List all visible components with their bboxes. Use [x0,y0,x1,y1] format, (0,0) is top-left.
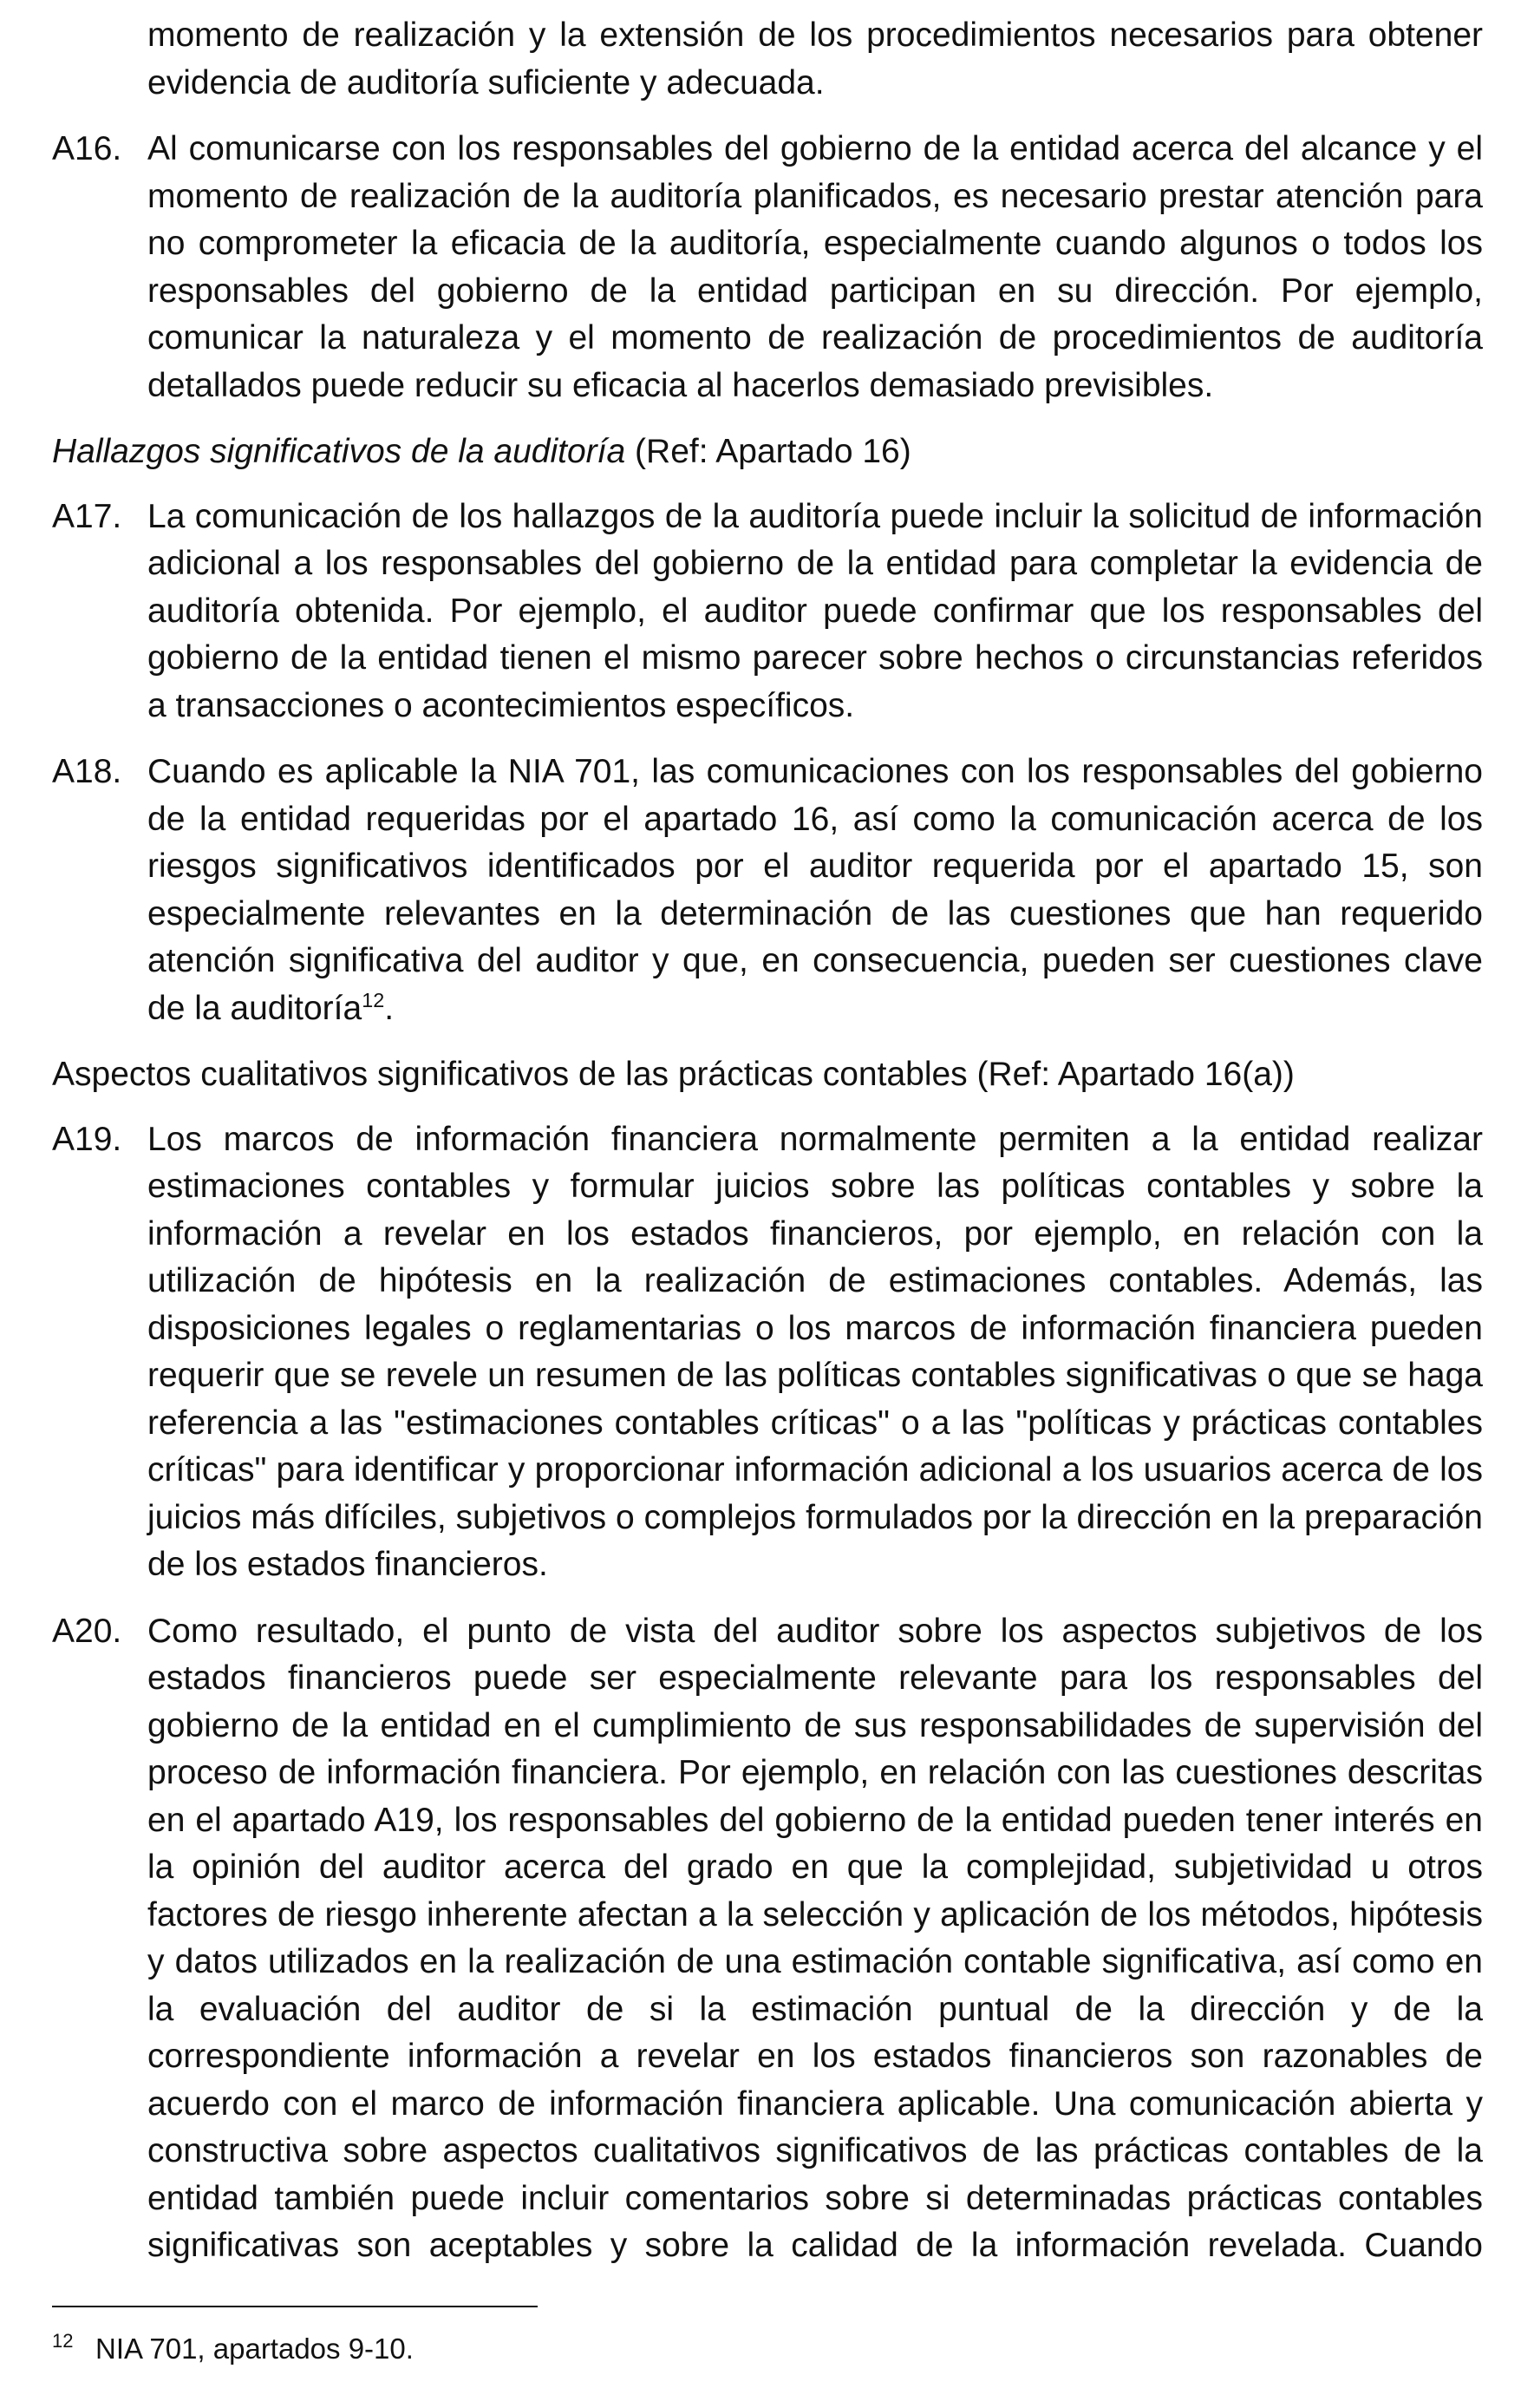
document-page [52,12,1483,2289]
paragraph-number: A18. [52,753,122,790]
section-heading-aspectos: Aspectos cualitativos significativos de las prácticas contables (Ref: Apartado 16(a)) [52,1056,1295,1093]
paragraph-a16 [52,126,1483,409]
paragraph-number: A20. [52,1612,122,1650]
paragraph-a20 [52,1608,1483,2270]
paragraph-tail: . [384,989,395,1027]
paragraph-text [147,749,1483,1032]
footnote-text: NIA 701, apartados 9-10. [95,2333,414,2365]
paragraph-text: Al comunicarse con los responsables del gobierno de la entidad acerca del alcance y el momento de realización de la auditoría planificados, es necesario prestar atención para no comprometer la eficacia de la auditoría, especialmente cuando algunos o todos los responsables del gobierno de la entidad participan en su dirección. Por ejemplo, comunicar la naturaleza y el momento de realización de procedimientos de auditoría detallados puede reducir su eficacia al hacerlos demasiado previsibles. [147,130,1483,404]
section-heading-hallazgos [52,429,1483,476]
footnote-mark: 12 [52,2330,74,2352]
paragraph-number: A16. [52,130,122,167]
paragraph-body: Cuando es aplicable la NIA 701, las comunicaciones con los responsables del gobierno de la entidad requeridas por el apartado 16, así como la comunicación acerca de los riesgos significativos identificados por el auditor requerida por el apartado 15, son especialmente relevantes en la determinación de las cuestiones que han requerido atención significativa del auditor y que, en consecuencia, pueden ser cuestiones clave de la auditoría [147,753,1483,1027]
paragraph-a18 [52,749,1483,1032]
paragraph-number: A19. [52,1120,122,1158]
paragraph-text: Los marcos de información financiera normalmente permiten a la entidad realizar estimaciones contables y formular juicios sobre las políticas contables y sobre la información a revelar en los estados financieros, por ejemplo, en relación con la utilización de hipótesis en la realización de estimaciones contables. Además, las disposiciones legales o reglamentarias o los marcos de información financiera pueden requerir que se revele un resumen de las políticas contables significativas o que se haga referencia a las "estimaciones contables críticas" o a las "políticas y prácticas contables críticas" para identificar y proporcionar información adicional a los usuarios acerca de los juicios más difíciles, subjetivos o complejos formulados por la dirección en la preparación de los estados financieros. [147,1120,1483,1583]
heading-italic-text: Hallazgos significativos de la auditoría [52,433,626,470]
paragraph-a17 [52,494,1483,730]
heading-ref-text: (Ref: Apartado 16) [625,433,911,470]
paragraph-text: Como resultado, el punto de vista del auditor sobre los aspectos subjetivos de los estados financieros puede ser especialmente relevante para los responsables del gobierno de la entidad en el cumplimiento de sus responsabilidades de supervisión del proceso de información financiera. Por ejemplo, en relación con las cuestiones descritas en el apartado A19, los responsables del gobierno de la entidad pueden tener interés en la opinión del auditor acerca del grado en que la complejidad, subjetividad u otros factores de riesgo inherente afectan a la selección y aplicación de los métodos, hipótesis y datos utilizados en la realización de una estimación contable significativa, así como en la evaluación del auditor de si la estimación puntual de la dirección y de la correspondiente información a revelar en los estados financieros son razonables de acuerdo con el marco de información financiera aplicable. Una comunicación abierta y constructiva sobre aspectos cualitativos significativos de las prácticas contables de la entidad también puede incluir comentarios sobre si determinadas prácticas contables significativas son aceptables y sobre la calidad de la información revelada. Cuando [147,1612,1483,2264]
footnote-reference[interactable]: 12 [362,988,385,1011]
continuation-paragraph [52,12,1483,107]
footnote-separator [52,2306,538,2307]
paragraph-a19 [52,1116,1483,1589]
paragraph-text: momento de realización y la extensión de los procedimientos necesarios para obtener evidencia de auditoría suficiente y adecuada. [147,16,1483,101]
footnote [52,2330,414,2368]
paragraph-number: A17. [52,497,122,535]
paragraph-text: La comunicación de los hallazgos de la auditoría puede incluir la solicitud de información adicional a los responsables del gobierno de la entidad para completar la evidencia de auditoría obtenida. Por ejemplo, el auditor puede confirmar que los responsables del gobierno de la entidad tienen el mismo parecer sobre hechos o circunstancias referidos a transacciones o acontecimientos específicos. [147,497,1483,724]
